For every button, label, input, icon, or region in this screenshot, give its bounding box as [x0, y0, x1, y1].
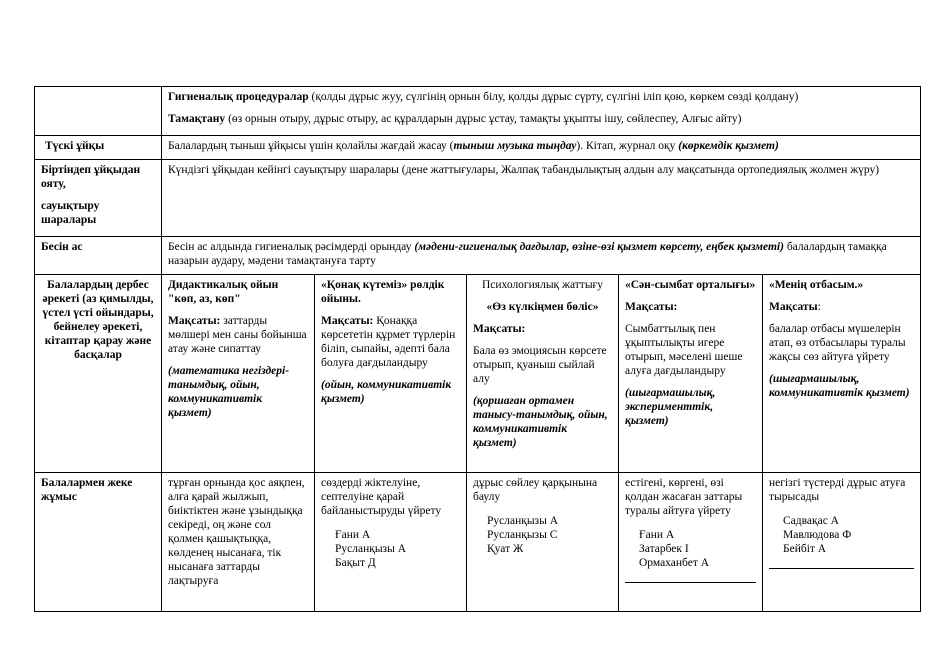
- activity-2-note: (ойын, коммуникативтік қызмет): [321, 379, 452, 405]
- activity-3-goal: Бала өз эмоциясын көрсете отырып, қуаныш сыйлай алу: [473, 345, 607, 385]
- activity-3-goal-label: Мақсаты:: [473, 323, 526, 335]
- activity-4-goal-label: Мақсаты:: [625, 301, 678, 313]
- meal-title: Тамақтану: [168, 113, 226, 125]
- hygiene-row: [35, 87, 921, 136]
- individual-2-names: [335, 528, 460, 570]
- sleep-activity-type: (көркемдік қызмет): [678, 140, 779, 152]
- child-name: Затарбек І: [639, 543, 689, 555]
- schedule-table: [34, 86, 921, 612]
- activity-1-goal: заттарды мөлшері мен саны бойынша атау және сипаттау: [168, 315, 307, 355]
- individual-col-5: [763, 473, 921, 612]
- individual-col-2: [315, 473, 467, 612]
- individual-3-names: [487, 514, 612, 556]
- activity-col-1: [162, 275, 315, 473]
- activity-col-2: [315, 275, 467, 473]
- activity-4-goal: Сымбаттылық пен ұқыптылықты игере отырып, мәселені шеше алуға дағдыландыру: [625, 323, 743, 377]
- child-name: Русланқызы С: [487, 529, 558, 541]
- individual-col-4: [619, 473, 763, 612]
- child-name: Ғани А: [639, 529, 675, 541]
- child-name: Қуат Ж: [487, 543, 524, 555]
- divider-line: [769, 568, 914, 569]
- activity-5-note: (шығармашылық, коммуникативтік қызмет): [769, 373, 910, 399]
- lunch-text-1: Бесін ас алдында гигиеналық рәсімдерді орындау: [168, 241, 415, 253]
- activity-4-title: «Сән-сымбат орталығы»: [625, 279, 756, 291]
- activity-5-goal-colon: :: [817, 301, 821, 313]
- individual-2-text: сөздерді жіктелуіне, септелуіне қарай байланыстыруды үйрету: [321, 477, 442, 517]
- activity-5-goal: балалар отбасы мүшелерін атап, өз отбасылары туралы жақсы сөз айтуға үйрету: [769, 323, 906, 363]
- activity-col-4: [619, 275, 763, 473]
- activity-3-note: (қоршаған ортамен танысу-танымдық, ойын, коммуникативтік қызмет): [473, 395, 608, 449]
- individual-5-names: [783, 514, 914, 556]
- activity-1-note: (математика негіздері-танымдық, ойын, коммуникативтік қызмет): [168, 365, 290, 419]
- activity-row: [35, 275, 921, 473]
- child-name: Ғани А: [335, 529, 371, 541]
- wake-label-cell: [35, 160, 162, 237]
- child-name: Садвақас А: [783, 515, 839, 527]
- activity-3-title: «Өз күлкіңмен бөліс»: [486, 301, 599, 313]
- individual-row: [35, 473, 921, 612]
- child-name: Русланқызы А: [487, 515, 559, 527]
- activity-1-title: Дидактикалық ойын "көп, аз, көп": [168, 279, 279, 305]
- lunch-activity-types: (мәдени-гигиеналық дағдылар, өзіне-өзі қызмет көрсету, еңбек қызметі): [414, 241, 784, 253]
- child-name: Мавлюдова Ф: [783, 529, 852, 541]
- child-name: Бақыт Д: [335, 557, 376, 569]
- individual-label: Балалармен жеке жұмыс: [35, 473, 162, 612]
- activity-2-title: «Қонақ күтеміз» рөлдік ойыны.: [321, 279, 445, 305]
- wake-row: [35, 160, 921, 237]
- sleep-row: [35, 136, 921, 160]
- individual-3-text: дұрыс сөйлеу қарқынына баулу: [473, 477, 598, 503]
- sleep-cell: [162, 136, 921, 160]
- sleep-activity-note: тыныш музыка тыңдау: [453, 140, 577, 152]
- child-name: Русланқызы А: [335, 543, 407, 555]
- individual-5-text: негізгі түстерді дұрыс атуға тырысады: [769, 477, 906, 503]
- wake-cell: Күндізгі ұйқыдан кейінгі сауықтыру шаралары (дене жаттығулары, Жалпақ табандылықтың алдын алу мақсатында ортопедиялық жолмен жүру): [162, 160, 921, 237]
- lunch-text-2: балалардың тамаққа назарын аудару, мәдени тамақтануға тарту: [168, 241, 887, 267]
- activity-2-goal: Қонаққа көрсететін құрмет түрлерін біліп, сыпайы, әдепті бала болуға дағдыландыру: [321, 315, 456, 369]
- activity-1-goal-label: Мақсаты:: [168, 315, 221, 327]
- child-name: Ормаханбет А: [639, 557, 710, 569]
- lunch-cell: [162, 237, 921, 275]
- individual-col-3: [467, 473, 619, 612]
- activity-col-3: [467, 275, 619, 473]
- sleep-text-2: ). Кітап, журнал оқу: [576, 140, 679, 152]
- sleep-text-1: Балалардың тыныш ұйқысы үшін қолайлы жағдай жасау (: [168, 140, 454, 152]
- hygiene-label-cell: [35, 87, 162, 136]
- activity-col-5: [763, 275, 921, 473]
- individual-4-names: [639, 528, 756, 570]
- lunch-label: Бесін ас: [35, 237, 162, 275]
- activity-2-goal-label: Мақсаты:: [321, 315, 374, 327]
- activity-5-title: «Менің отбасым.»: [769, 279, 864, 291]
- activity-4-note: (шығармашылық, эксперименттік, қызмет): [625, 387, 716, 427]
- individual-4-text: естігені, көргені, өзі қолдан жасаған заттары туралы айтуға үйрету: [625, 477, 743, 517]
- hygiene-text: (қолды дұрыс жуу, сүлгінің орнын білу, қолды дұрыс сүрту, сүлгіні іліп қою, көркем сөзді қолдану): [308, 91, 799, 103]
- sleep-label: Түскі ұйқы: [35, 136, 162, 160]
- wake-label-1: Біртіндеп ұйқыдан ояту,: [41, 164, 141, 190]
- hygiene-cell: [162, 87, 921, 136]
- wake-label-2: сауықтыру шаралары: [41, 200, 100, 226]
- individual-col-1: тұрған орнында қос аяқпен, алға қарай жылжып, биіктіктен және ұзындыққа секіреді, оң және сол қолмен қашықтыққа, көлденең нысанаға, тік нысанаға заттарды лақтыруға: [162, 473, 315, 612]
- meal-text: (өз орнын отыру, дұрыс отыру, ас құралдарын дұрыс ұстау, тамақты ұқыпты ішу, сөйлеспеу, Алғыс айту): [225, 113, 742, 125]
- lunch-row: [35, 237, 921, 275]
- divider-line: [625, 582, 756, 583]
- child-name: Бейбіт А: [783, 543, 827, 555]
- activity-label: Балалардың дербес әрекеті (аз қимылды, үстел үсті ойындары, бейнелеу әрекеті, кітаптар қарау және басқалар: [35, 275, 162, 473]
- hygiene-title: Гигиеналық процедуралар: [168, 91, 309, 103]
- activity-5-goal-label: Мақсаты: [769, 301, 818, 313]
- activity-3-pre: Психологиялық жаттығу: [481, 279, 604, 291]
